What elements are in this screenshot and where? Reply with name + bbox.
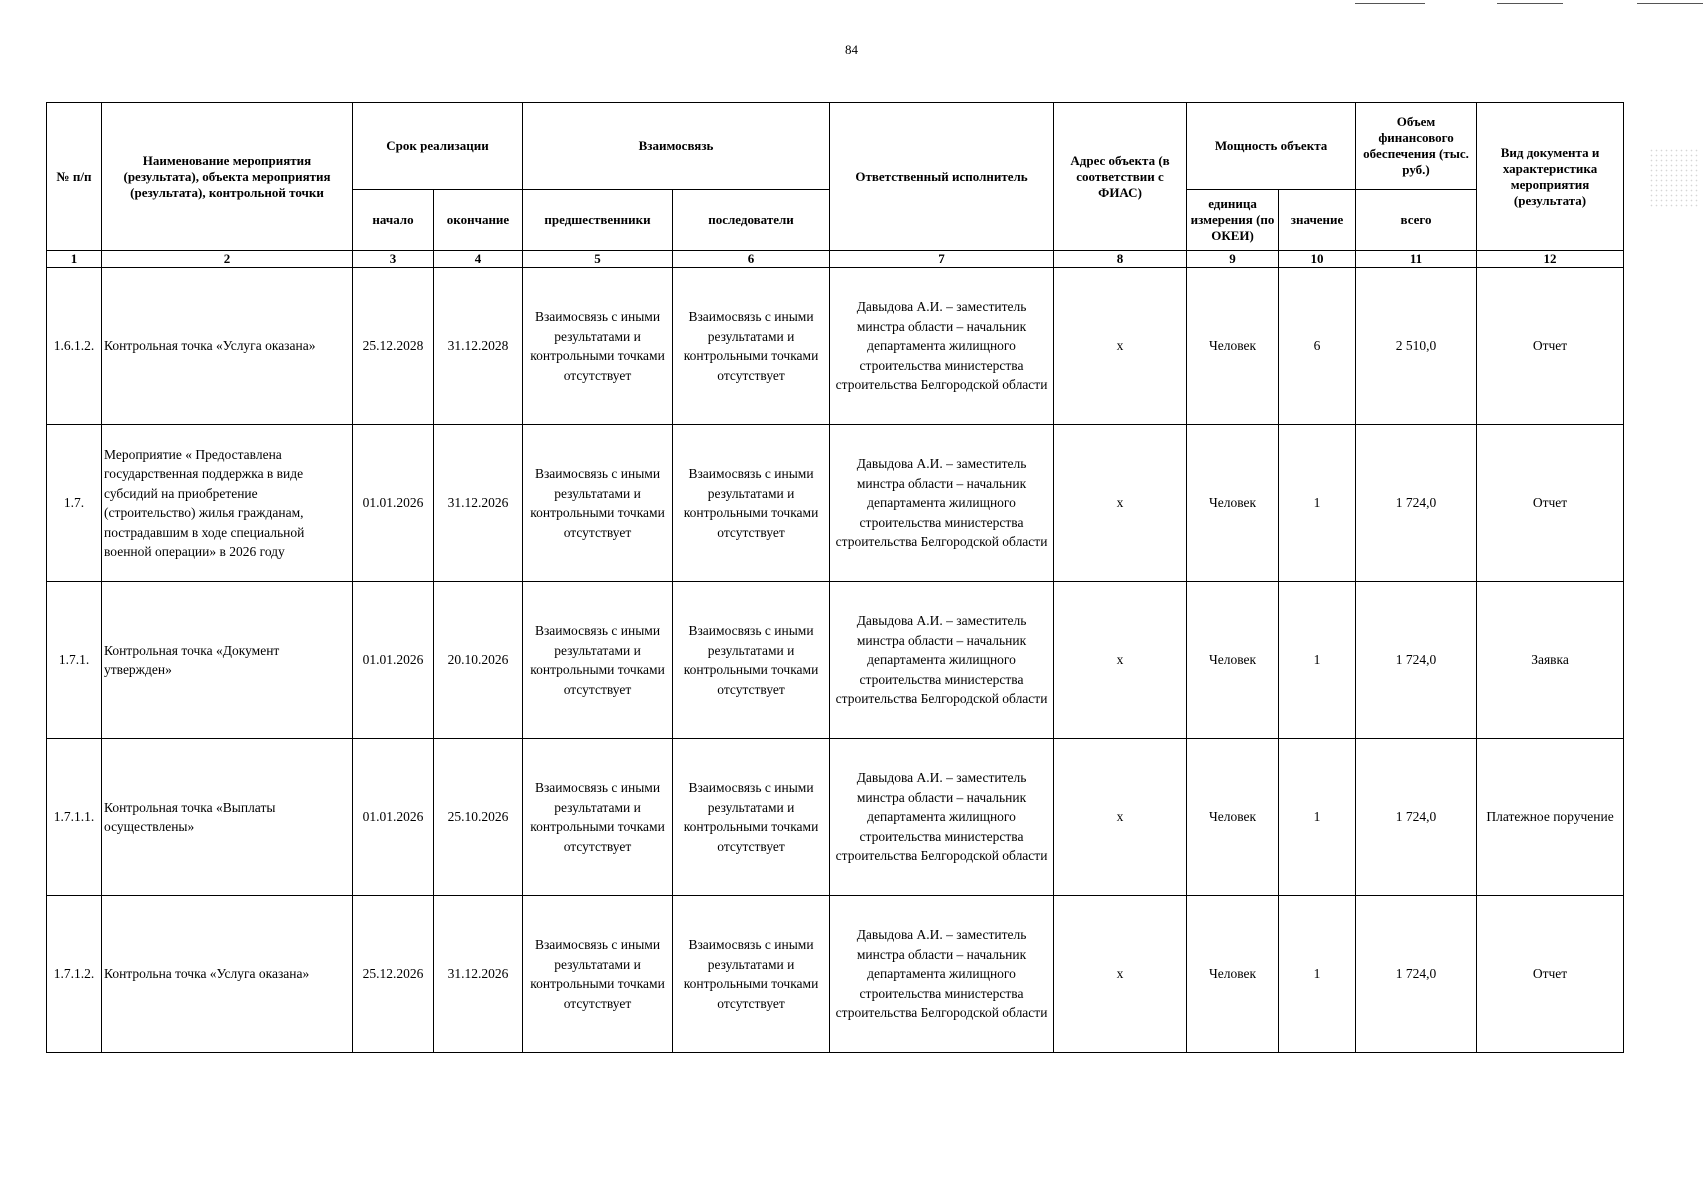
cell-num: 1.7.1.2. <box>47 896 102 1053</box>
column-number: 4 <box>434 251 523 268</box>
cell-successors: Взаимосвязь с иными результатами и контрольными точками отсутствует <box>673 425 830 582</box>
cell-end: 31.12.2026 <box>434 425 523 582</box>
page-number: 84 <box>845 42 858 57</box>
cell-name: Контрольная точка «Документ утвержден» <box>102 582 353 739</box>
cell-responsible: Давыдова А.И. – заместитель минстра области – начальник департамента жилищного строительства министерства строительства Белгородской области <box>830 582 1054 739</box>
cell-responsible: Давыдова А.И. – заместитель минстра области – начальник департамента жилищного строительства министерства строительства Белгородской области <box>830 739 1054 896</box>
header-responsible: Ответственный исполнитель <box>830 103 1054 251</box>
cell-value: 1 <box>1279 582 1356 739</box>
header-capacity-unit: единица измерения (по ОКЕИ) <box>1187 190 1279 251</box>
column-number: 7 <box>830 251 1054 268</box>
header-name: Наименование мероприятия (результата), объекта мероприятия (результата), контрольной точки <box>102 103 353 251</box>
cell-total: 1 724,0 <box>1356 896 1477 1053</box>
cell-successors: Взаимосвязь с иными результатами и контрольными точками отсутствует <box>673 739 830 896</box>
cell-address: x <box>1054 425 1187 582</box>
cell-num: 1.7.1.1. <box>47 739 102 896</box>
column-number: 9 <box>1187 251 1279 268</box>
cell-predecessors: Взаимосвязь с иными результатами и контрольными точками отсутствует <box>523 582 673 739</box>
cell-address: x <box>1054 268 1187 425</box>
cell-address: x <box>1054 739 1187 896</box>
column-number: 1 <box>47 251 102 268</box>
plan-table-container <box>46 102 1624 1053</box>
cell-end: 20.10.2026 <box>434 582 523 739</box>
column-number-row <box>47 251 1624 268</box>
cell-start: 01.01.2026 <box>353 425 434 582</box>
cell-predecessors: Взаимосвязь с иными результатами и контрольными точками отсутствует <box>523 425 673 582</box>
cell-start: 25.12.2028 <box>353 268 434 425</box>
column-number: 2 <box>102 251 353 268</box>
table-row <box>47 582 1624 739</box>
cell-predecessors: Взаимосвязь с иными результатами и контрольными точками отсутствует <box>523 739 673 896</box>
cell-doc: Отчет <box>1477 896 1624 1053</box>
cell-total: 1 724,0 <box>1356 739 1477 896</box>
header-link: Взаимосвязь <box>523 103 830 190</box>
header-capacity-value: значение <box>1279 190 1356 251</box>
header-doc: Вид документа и характеристика мероприятия (результата) <box>1477 103 1624 251</box>
cell-doc: Отчет <box>1477 425 1624 582</box>
header-address: Адрес объекта (в соответствии с ФИАС) <box>1054 103 1187 251</box>
plan-table <box>46 102 1624 1053</box>
scan-line <box>1355 3 1425 4</box>
column-number: 8 <box>1054 251 1187 268</box>
table-row <box>47 739 1624 896</box>
cell-start: 01.01.2026 <box>353 739 434 896</box>
table-row <box>47 425 1624 582</box>
cell-successors: Взаимосвязь с иными результатами и контрольными точками отсутствует <box>673 582 830 739</box>
column-number: 6 <box>673 251 830 268</box>
cell-end: 25.10.2026 <box>434 739 523 896</box>
column-number: 12 <box>1477 251 1624 268</box>
cell-responsible: Давыдова А.И. – заместитель минстра области – начальник департамента жилищного строительства министерства строительства Белгородской области <box>830 896 1054 1053</box>
header-period-start: начало <box>353 190 434 251</box>
column-number: 11 <box>1356 251 1477 268</box>
cell-end: 31.12.2026 <box>434 896 523 1053</box>
cell-unit: Человек <box>1187 582 1279 739</box>
scan-artifact <box>1649 148 1699 208</box>
cell-doc: Отчет <box>1477 268 1624 425</box>
table-row <box>47 268 1624 425</box>
header-finance: Объем финансового обеспечения (тыс. руб.) <box>1356 103 1477 190</box>
column-number: 5 <box>523 251 673 268</box>
scan-line <box>1497 3 1563 4</box>
cell-unit: Человек <box>1187 425 1279 582</box>
cell-doc: Платежное поручение <box>1477 739 1624 896</box>
cell-value: 1 <box>1279 425 1356 582</box>
cell-address: x <box>1054 896 1187 1053</box>
table-row <box>47 896 1624 1053</box>
cell-total: 1 724,0 <box>1356 582 1477 739</box>
cell-num: 1.6.1.2. <box>47 268 102 425</box>
cell-unit: Человек <box>1187 896 1279 1053</box>
cell-name: Контрольная точка «Выплаты осуществлены» <box>102 739 353 896</box>
header-period: Срок реализации <box>353 103 523 190</box>
cell-num: 1.7. <box>47 425 102 582</box>
header-period-end: окончание <box>434 190 523 251</box>
header-row <box>47 103 1624 190</box>
cell-responsible: Давыдова А.И. – заместитель минстра области – начальник департамента жилищного строительства министерства строительства Белгородской области <box>830 425 1054 582</box>
cell-start: 01.01.2026 <box>353 582 434 739</box>
cell-unit: Человек <box>1187 268 1279 425</box>
cell-successors: Взаимосвязь с иными результатами и контрольными точками отсутствует <box>673 268 830 425</box>
cell-value: 1 <box>1279 739 1356 896</box>
cell-end: 31.12.2028 <box>434 268 523 425</box>
cell-doc: Заявка <box>1477 582 1624 739</box>
cell-total: 2 510,0 <box>1356 268 1477 425</box>
header-num: № п/п <box>47 103 102 251</box>
cell-predecessors: Взаимосвязь с иными результатами и контрольными точками отсутствует <box>523 896 673 1053</box>
column-number: 10 <box>1279 251 1356 268</box>
cell-total: 1 724,0 <box>1356 425 1477 582</box>
column-number: 3 <box>353 251 434 268</box>
cell-successors: Взаимосвязь с иными результатами и контрольными точками отсутствует <box>673 896 830 1053</box>
cell-unit: Человек <box>1187 739 1279 896</box>
cell-address: x <box>1054 582 1187 739</box>
cell-num: 1.7.1. <box>47 582 102 739</box>
cell-value: 6 <box>1279 268 1356 425</box>
header-capacity: Мощность объекта <box>1187 103 1356 190</box>
cell-name: Контрольна точка «Услуга оказана» <box>102 896 353 1053</box>
header-link-next: последователи <box>673 190 830 251</box>
cell-name: Мероприятие « Предоставлена государственная поддержка в виде субсидий на приобретение (строительство) жилья гражданам, пострадавшим в ходе специальной военной операции» в 2026 году <box>102 425 353 582</box>
cell-start: 25.12.2026 <box>353 896 434 1053</box>
cell-value: 1 <box>1279 896 1356 1053</box>
data-rows <box>47 268 1624 1053</box>
cell-responsible: Давыдова А.И. – заместитель минстра области – начальник департамента жилищного строительства министерства строительства Белгородской области <box>830 268 1054 425</box>
cell-predecessors: Взаимосвязь с иными результатами и контрольными точками отсутствует <box>523 268 673 425</box>
header-finance-total: всего <box>1356 190 1477 251</box>
scan-line <box>1637 3 1703 4</box>
header-link-prev: предшественники <box>523 190 673 251</box>
cell-name: Контрольная точка «Услуга оказана» <box>102 268 353 425</box>
